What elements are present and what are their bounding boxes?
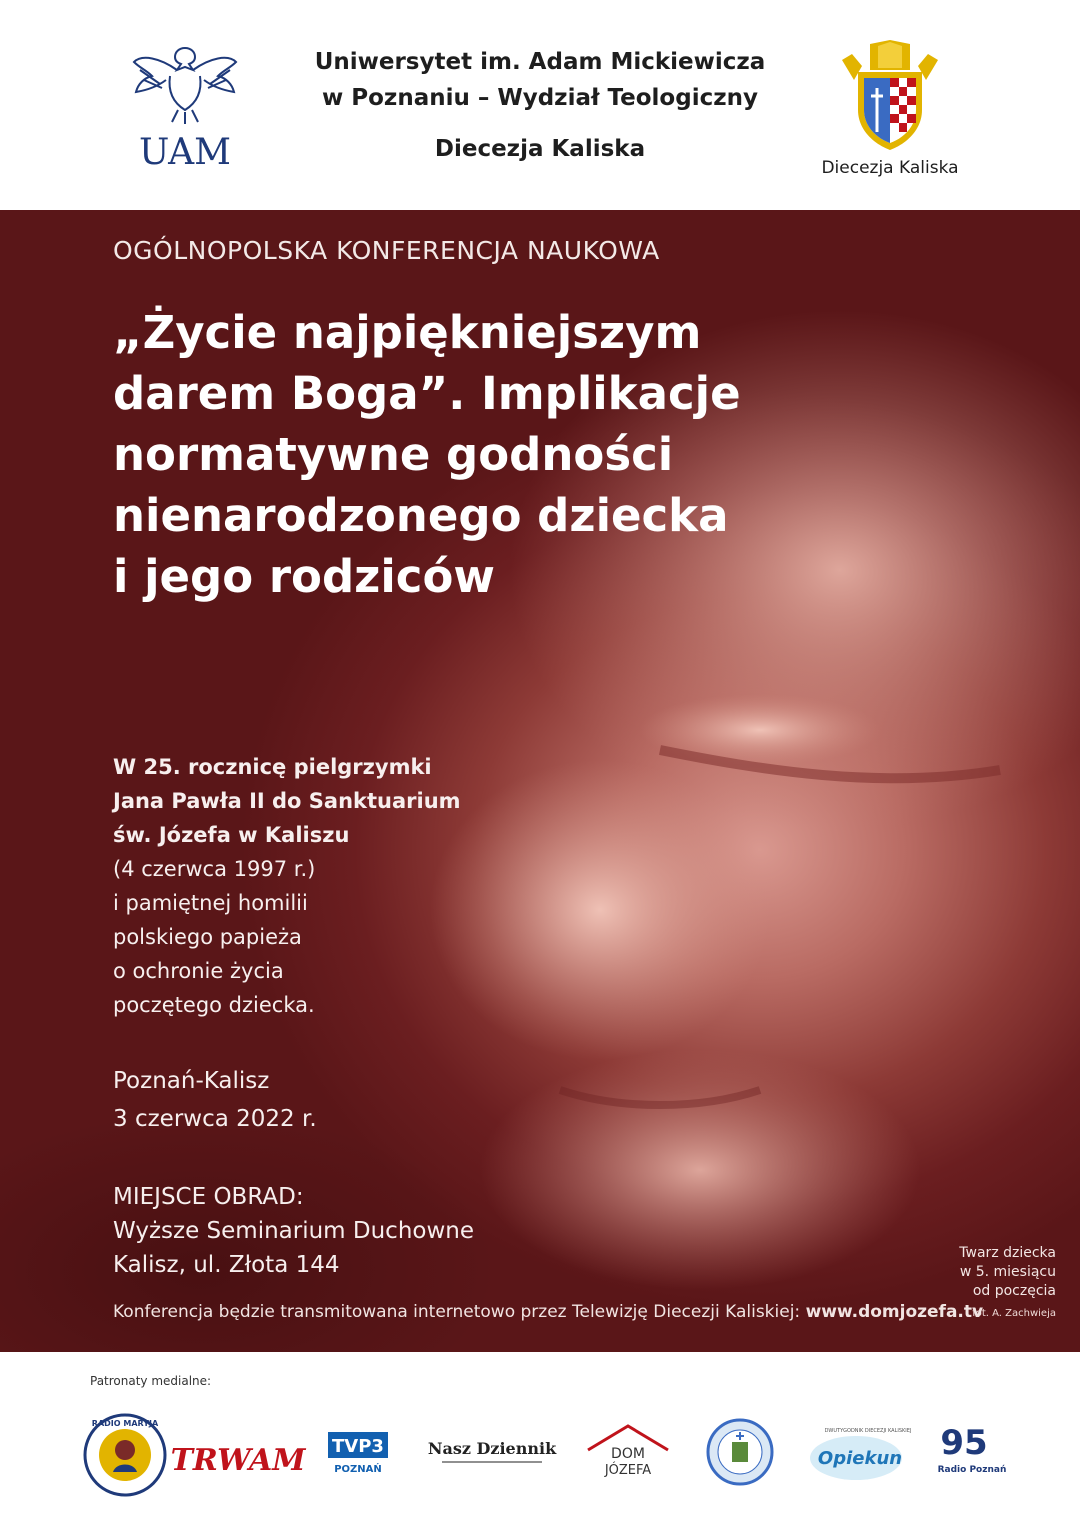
venue-address: Kalisz, ul. Złota 144 — [113, 1252, 340, 1278]
title-line: nienarodzonego dziecka — [113, 489, 729, 542]
media-patron-logos — [80, 1410, 1020, 1500]
university-name — [300, 44, 780, 116]
trwam-text: TRWAM — [170, 1443, 306, 1478]
university-line-1: Uniwersytet im. Adam Mickiewicza — [314, 49, 766, 75]
anniversary-line: św. Józefa w Kaliszu — [113, 823, 350, 847]
event-place: Poznań-Kalisz — [113, 1068, 270, 1094]
nasz-dziennik-text: Nasz Dziennik — [427, 1439, 557, 1458]
crest-caption: Diecezja Kaliska — [821, 158, 959, 178]
anniversary-line: i pamiętnej homilii — [113, 891, 308, 915]
media-patrons-label: Patronaty medialne: — [90, 1374, 212, 1388]
hero-panel — [0, 210, 1080, 1352]
anniversary-line: W 25. rocznicę pielgrzymki — [113, 755, 432, 779]
nasz-dziennik-logo[interactable] — [427, 1410, 557, 1500]
trwam-logo[interactable] — [170, 1410, 306, 1500]
tvp3-poznan-logo[interactable] — [320, 1410, 396, 1500]
anniversary-line: polskiego papieża — [113, 925, 302, 949]
header — [0, 0, 1080, 210]
event-date-place — [113, 1062, 317, 1138]
anniversary-line: o ochronie życia — [113, 959, 284, 983]
university-line-2: w Poznaniu – Wydział Teologiczny — [322, 85, 758, 111]
radio-poznan-text: Radio Poznań — [937, 1465, 1007, 1475]
title-line: i jego rodziców — [113, 550, 495, 603]
opiekun-text: Opiekun — [817, 1448, 903, 1469]
dom-jozefa-logo[interactable] — [580, 1410, 676, 1500]
venue-block — [113, 1180, 474, 1282]
opiekun-logo[interactable] — [806, 1410, 912, 1500]
photo-caption-line: Twarz dziecka — [959, 1245, 1056, 1261]
dom-text: DOM — [611, 1446, 645, 1462]
tvp3-sub: POZNAŃ — [334, 1464, 382, 1475]
venue-label: MIEJSCE OBRAD: — [113, 1184, 304, 1210]
photo-caption-line: od poczęcia — [972, 1283, 1056, 1299]
diocese-seal-logo[interactable] — [700, 1410, 780, 1500]
radio-maryja-logo[interactable] — [80, 1410, 170, 1500]
title-line: darem Boga”. Implikacje — [113, 367, 741, 420]
opiekun-sub: DWUTYGODNIK DIECEZJI KALISKIEJ — [824, 1428, 912, 1434]
radio-maryja-text: RADIO MARYJA — [91, 1419, 159, 1428]
anniversary-line: poczętego dziecka. — [113, 993, 315, 1017]
tvp3-text: TVP3 — [332, 1436, 384, 1457]
jozefa-text: JÓZEFA — [604, 1463, 652, 1478]
anniversary-line: Jana Pawła II do Sanktuarium — [113, 789, 461, 813]
anniversary-line: (4 czerwca 1997 r.) — [113, 857, 316, 881]
event-date: 3 czerwca 2022 r. — [113, 1106, 317, 1132]
anniversary-description — [113, 750, 473, 1022]
diocese-coat-of-arms-icon — [840, 40, 940, 152]
conference-type: OGÓLNOPOLSKA KONFERENCJA NAUKOWA — [113, 236, 660, 265]
photo-credit: fot. A. Zachwieja — [972, 1308, 1056, 1319]
uam-logo-text: UAM — [138, 132, 232, 173]
uam-eagle-logo — [130, 40, 240, 173]
broadcast-notice — [113, 1302, 983, 1322]
broadcast-text: Konferencja będzie transmitowana internetowo przez Telewizję Diecezji Kaliskiej: — [113, 1302, 806, 1322]
broadcast-link[interactable]: www.domjozefa.tv — [805, 1302, 984, 1322]
title-line: „Życie najpiękniejszym — [113, 306, 702, 359]
radio-poznan-logo[interactable] — [930, 1410, 1006, 1500]
title-line: normatywne godności — [113, 428, 674, 481]
photo-caption — [916, 1244, 1056, 1301]
photo-caption-line: w 5. miesiącu — [959, 1264, 1056, 1280]
conference-title — [113, 302, 833, 607]
venue-name: Wyższe Seminarium Duchowne — [113, 1218, 475, 1244]
radio-poznan-number: 95 — [940, 1423, 988, 1463]
footer — [0, 1352, 1080, 1520]
diocese-name: Diecezja Kaliska — [434, 136, 646, 162]
